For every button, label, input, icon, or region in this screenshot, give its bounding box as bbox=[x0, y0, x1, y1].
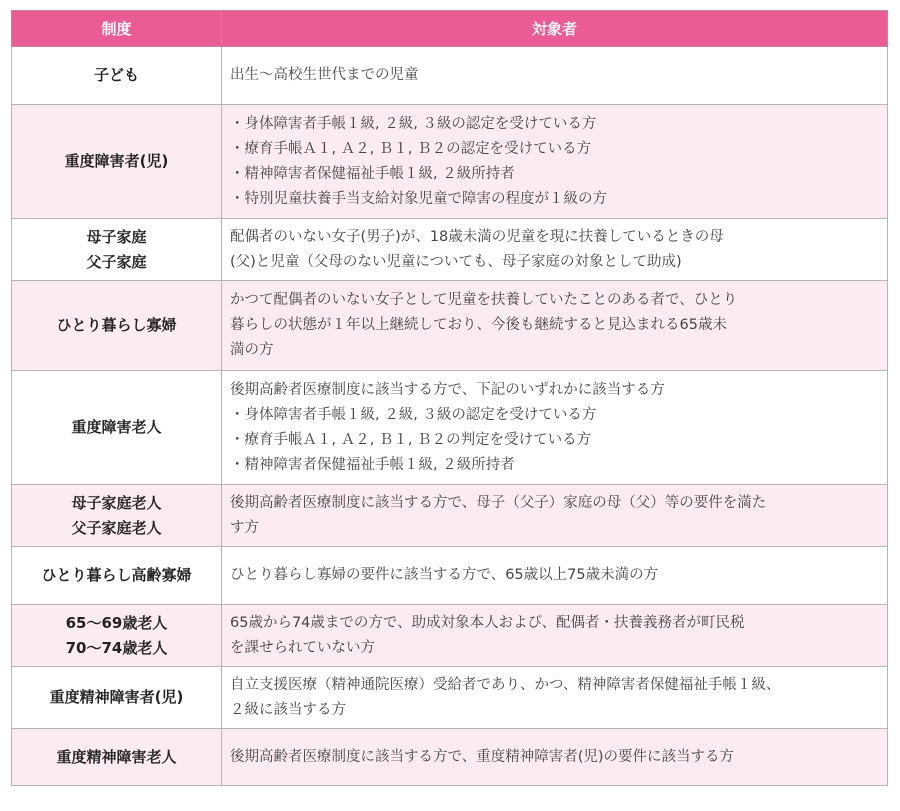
table-row bbox=[12, 729, 888, 786]
target-description-cell bbox=[222, 281, 888, 371]
target-description-line: かつて配偶者のいない女子として児童を扶養していたことのある者で、ひとり bbox=[230, 292, 738, 308]
table-header-row bbox=[12, 11, 888, 47]
target-description-line: ・精神障害者保健福祉手帳１級, ２級所持者 bbox=[230, 456, 515, 473]
column-header-system: 制度 bbox=[12, 11, 222, 47]
target-description-line: ・身体障害者手帳１級, ２級, ３級の認定を受けている方 bbox=[230, 115, 597, 132]
target-description-line: ・療育手帳Ａ１, Ａ２, Ｂ１, Ｂ２の認定を受けている方 bbox=[230, 140, 592, 157]
target-description-line: 後期高齢者医療制度に該当する方で、重度精神障害者(児)の要件に該当する方 bbox=[230, 748, 735, 765]
eligibility-table bbox=[11, 10, 888, 786]
system-name: 母子家庭 bbox=[86, 227, 147, 246]
table-row bbox=[12, 547, 888, 605]
system-name-cell bbox=[12, 729, 222, 786]
target-description-line: 配偶者のいない女子(男子)が、18歳未満の児童を現に扶養しているときの母 bbox=[230, 228, 724, 245]
system-name-cell bbox=[12, 219, 222, 281]
target-description-line: ２級に該当する方 bbox=[230, 701, 346, 718]
table-row bbox=[12, 219, 888, 281]
target-description-cell bbox=[222, 547, 888, 605]
target-description-line: 満の方 bbox=[230, 342, 274, 358]
table-row bbox=[12, 605, 888, 667]
table-row bbox=[12, 47, 888, 105]
target-description-line: 自立支援医療（精神通院医療）受給者であり、かつ、精神障害者保健福祉手帳１級、 bbox=[230, 676, 781, 693]
table-row bbox=[12, 485, 888, 547]
system-name: 子ども bbox=[93, 66, 139, 84]
target-description-line: 65歳から74歳までの方で、助成対象本人および、配偶者・扶養義務者が町民税 bbox=[230, 614, 745, 631]
target-description-line: ・精神障害者保健福祉手帳１級, ２級所持者 bbox=[230, 165, 515, 182]
system-name-cell bbox=[12, 667, 222, 729]
system-name: 重度精神障害者(児) bbox=[49, 688, 184, 706]
system-name-cell bbox=[12, 547, 222, 605]
system-name: 父子家庭老人 bbox=[71, 518, 162, 537]
target-description-cell bbox=[222, 47, 888, 105]
target-description-cell bbox=[222, 105, 888, 219]
target-description-cell bbox=[222, 219, 888, 281]
system-name: ひとり暮らし寡婦 bbox=[56, 316, 177, 334]
target-description-line: を課せられていない方 bbox=[230, 639, 375, 656]
target-description-line: 後期高齢者医療制度に該当する方で、母子（父子）家庭の母（父）等の要件を満た bbox=[230, 494, 767, 511]
target-description-line: す方 bbox=[230, 519, 259, 536]
table-row bbox=[12, 667, 888, 729]
target-description-cell bbox=[222, 485, 888, 547]
system-name: 65～69歳老人 bbox=[65, 613, 168, 632]
target-description-line: ひとり暮らし寡婦の要件に該当する方で、65歳以上75歳未満の方 bbox=[230, 567, 659, 583]
system-name: 重度障害老人 bbox=[71, 418, 162, 436]
target-description-cell bbox=[222, 371, 888, 485]
target-description-cell bbox=[222, 729, 888, 786]
system-name-cell bbox=[12, 485, 222, 547]
target-description-line: 出生～高校生世代までの児童 bbox=[230, 67, 419, 83]
system-name-cell bbox=[12, 281, 222, 371]
target-description-line: 後期高齢者医療制度に該当する方で、下記のいずれかに該当する方 bbox=[230, 381, 665, 398]
system-name: 重度精神障害老人 bbox=[56, 747, 177, 766]
target-description-line: ・特別児童扶養手当支給対象児童で障害の程度が１級の方 bbox=[230, 190, 607, 207]
system-name: 父子家庭 bbox=[86, 252, 147, 271]
system-name-cell bbox=[12, 605, 222, 667]
system-name-cell bbox=[12, 105, 222, 219]
system-name-cell bbox=[12, 47, 222, 105]
target-description-cell bbox=[222, 605, 888, 667]
table-row bbox=[12, 281, 888, 371]
target-description-line: 暮らしの状態が１年以上継続しており、今後も継続すると見込まれる65歳未 bbox=[230, 317, 727, 333]
system-name-cell bbox=[12, 371, 222, 485]
system-name: 70～74歳老人 bbox=[65, 638, 168, 657]
target-description-cell bbox=[222, 667, 888, 729]
system-name: 重度障害者(児) bbox=[64, 152, 169, 170]
table-row bbox=[12, 371, 888, 485]
column-header-target: 対象者 bbox=[222, 11, 888, 47]
target-description-line: ・療育手帳Ａ１, Ａ２, Ｂ１, Ｂ２の判定を受けている方 bbox=[230, 431, 592, 448]
system-name: ひとり暮らし高齢寡婦 bbox=[41, 566, 192, 584]
target-description-line: (父)と児童（父母のない児童についても、母子家庭の対象として助成) bbox=[230, 253, 682, 270]
table-row bbox=[12, 105, 888, 219]
target-description-line: ・身体障害者手帳１級, ２級, ３級の認定を受けている方 bbox=[230, 406, 597, 423]
system-name: 母子家庭老人 bbox=[71, 493, 162, 512]
